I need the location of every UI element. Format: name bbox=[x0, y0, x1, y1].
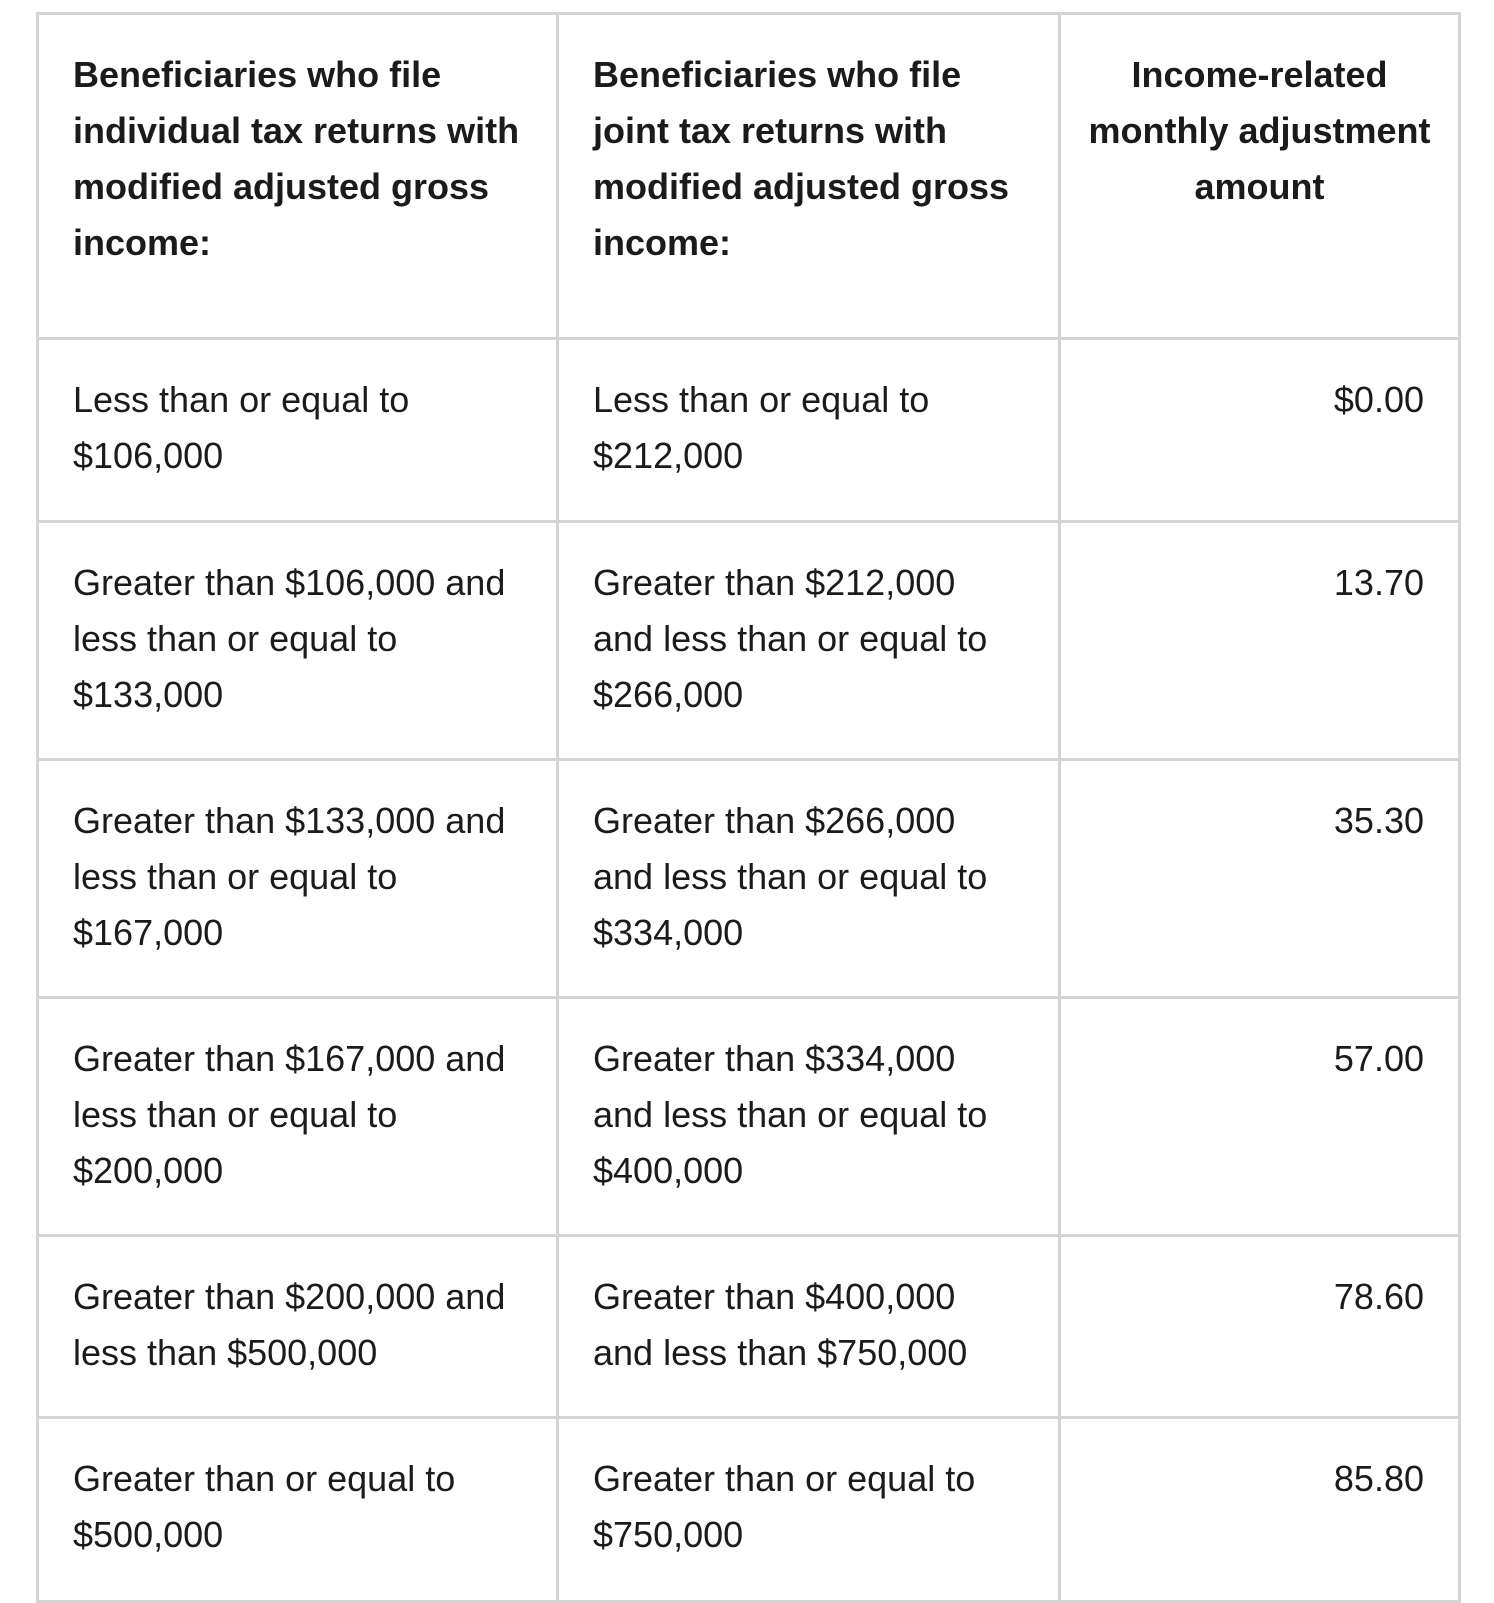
cell-individual: Greater than $133,000 and less than or equal to $167,000 bbox=[38, 760, 558, 998]
cell-individual: Greater than $106,000 and less than or equal to $133,000 bbox=[38, 522, 558, 760]
header-row bbox=[38, 14, 1460, 339]
cell-individual: Greater than $167,000 and less than or equal to $200,000 bbox=[38, 998, 558, 1236]
table-row bbox=[38, 339, 1460, 522]
cell-individual: Greater than or equal to $500,000 bbox=[38, 1418, 558, 1602]
cell-adjustment: 35.30 bbox=[1060, 760, 1460, 998]
cell-joint: Greater than $212,000 and less than or equal to $266,000 bbox=[558, 522, 1060, 760]
cell-joint: Greater than $266,000 and less than or equal to $334,000 bbox=[558, 760, 1060, 998]
cell-adjustment: $0.00 bbox=[1060, 339, 1460, 522]
irmaa-table bbox=[36, 12, 1461, 1603]
table-header bbox=[38, 14, 1460, 339]
table-row bbox=[38, 760, 1460, 998]
cell-joint: Less than or equal to $212,000 bbox=[558, 339, 1060, 522]
header-joint: Beneficiaries who file joint tax returns with modified adjusted gross income: bbox=[558, 14, 1060, 339]
cell-joint: Greater than or equal to $750,000 bbox=[558, 1418, 1060, 1602]
cell-adjustment: 13.70 bbox=[1060, 522, 1460, 760]
header-individual: Beneficiaries who file individual tax returns with modified adjusted gross income: bbox=[38, 14, 558, 339]
cell-adjustment: 85.80 bbox=[1060, 1418, 1460, 1602]
table-row bbox=[38, 1418, 1460, 1602]
cell-adjustment: 78.60 bbox=[1060, 1236, 1460, 1418]
table-body bbox=[38, 339, 1460, 1602]
table-row bbox=[38, 522, 1460, 760]
cell-joint: Greater than $334,000 and less than or equal to $400,000 bbox=[558, 998, 1060, 1236]
table-row bbox=[38, 998, 1460, 1236]
cell-adjustment: 57.00 bbox=[1060, 998, 1460, 1236]
cell-individual: Greater than $200,000 and less than $500,000 bbox=[38, 1236, 558, 1418]
cell-individual: Less than or equal to $106,000 bbox=[38, 339, 558, 522]
cell-joint: Greater than $400,000 and less than $750,000 bbox=[558, 1236, 1060, 1418]
header-adjustment: Income-related monthly adjustment amount bbox=[1060, 14, 1460, 339]
table-row bbox=[38, 1236, 1460, 1418]
